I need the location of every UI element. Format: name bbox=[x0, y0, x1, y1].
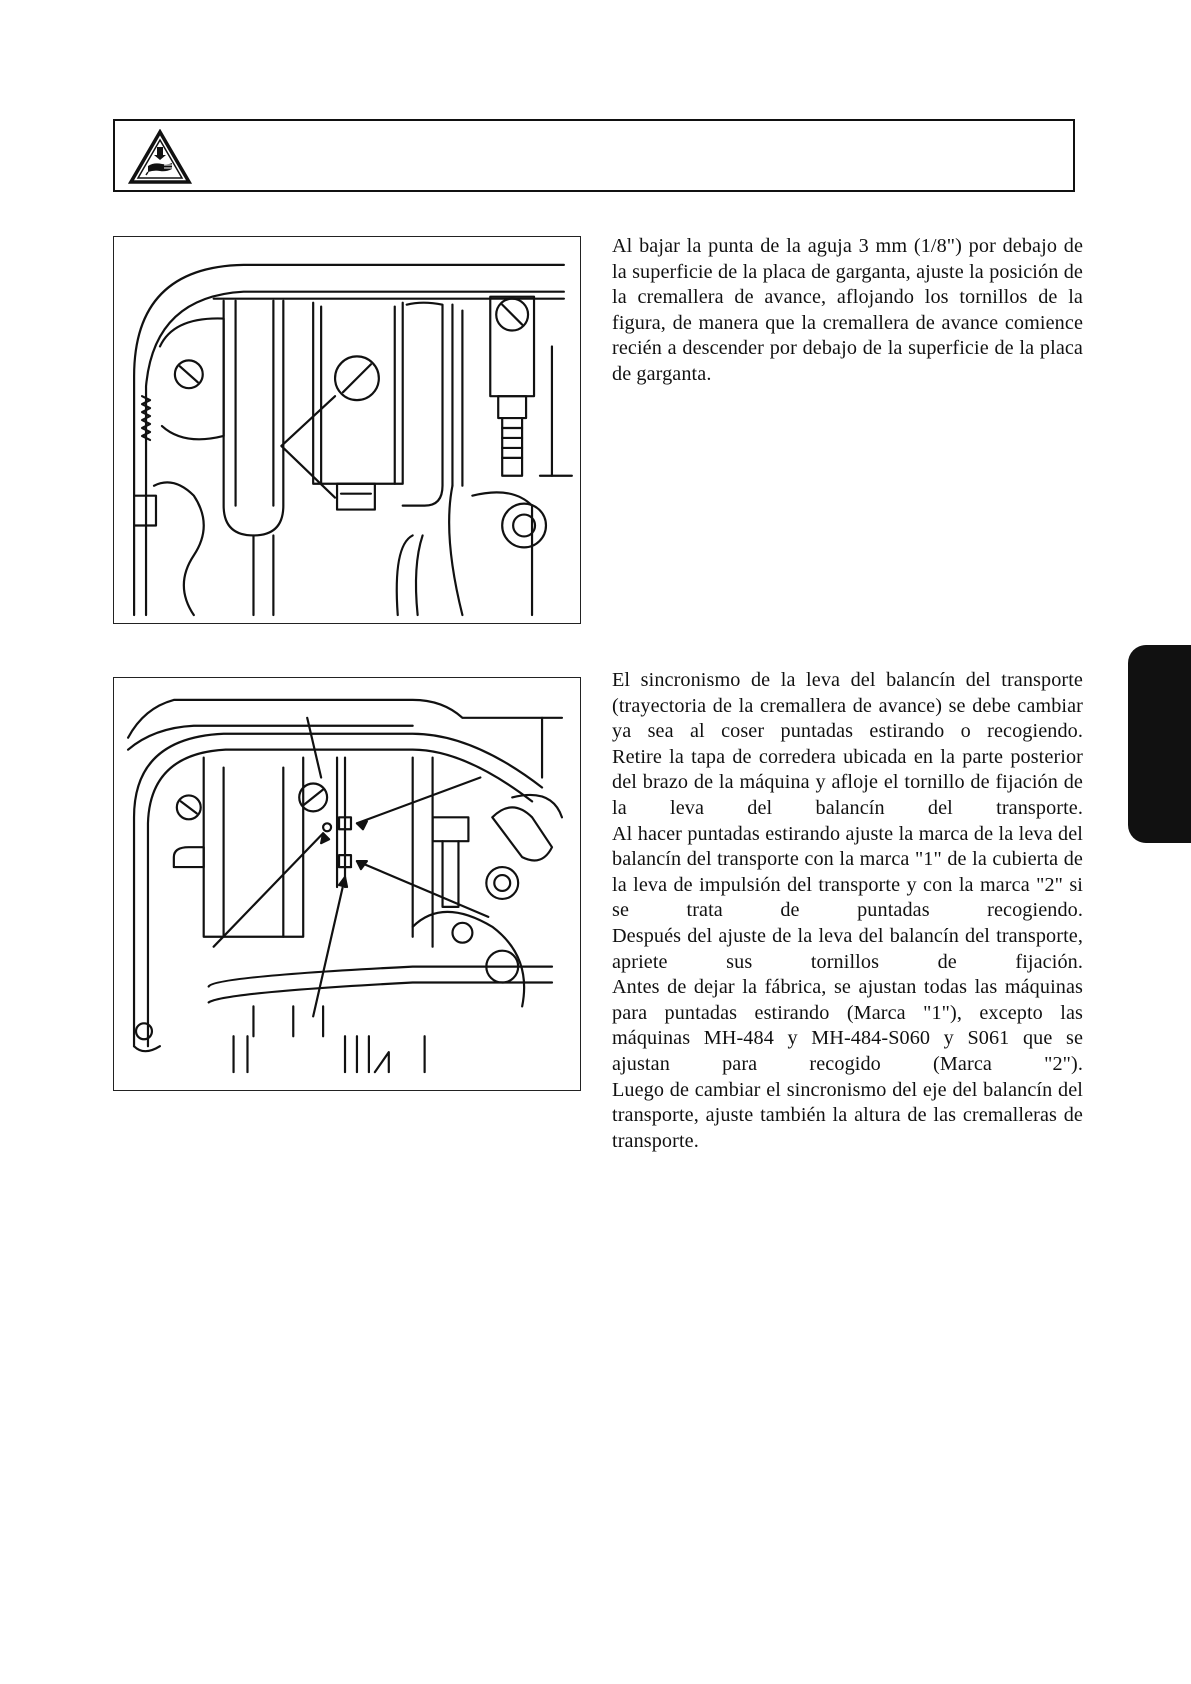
paragraph: Al hacer puntadas estirando ajuste la marca de la leva del balancín del transporte con la marca "1" de la cubierta de la leva de impulsión del transporte y con la marca "2" si se trata de puntadas recogiendo. bbox=[612, 822, 1083, 922]
feed-dog-adjustment-figure bbox=[113, 236, 581, 624]
paragraph: Luego de cambiar el sincronismo del eje del balancín del transporte, ajuste también la altura de las cremalleras de transporte. bbox=[612, 1078, 1083, 1152]
paragraph: Después del ajuste de la leva del balancín del transporte, apriete sus tornillos de fijación. bbox=[612, 924, 1083, 973]
paragraph: Retire la tapa de corredera ubicada en la parte posterior del brazo de la máquina y afloje el tornillo de fijación de la leva del balancín del transporte. bbox=[612, 745, 1083, 819]
feed-rocker-cam-illustration bbox=[114, 678, 580, 1090]
hand-crush-warning-icon bbox=[128, 129, 192, 185]
paragraph: El sincronismo de la leva del balancín del transporte (trayectoria de la cremallera de avance) se debe cambiar ya sea al coser puntadas estirando o recogiendo. bbox=[612, 669, 1083, 743]
feed-dog-instructions bbox=[612, 234, 1083, 388]
feed-dog-adjustment-illustration bbox=[114, 237, 580, 623]
cam-timing-instructions bbox=[612, 668, 1083, 1154]
paragraph: Al bajar la punta de la aguja 3 mm (1/8") por debajo de la superficie de la placa de garganta, ajuste la posición de la cremallera de avance, aflojando los tornillos de la figura, de manera que la cremallera de avance comience recién a descender por debajo de la superficie de la placa de garganta. bbox=[612, 235, 1083, 385]
section-thumb-tab bbox=[1128, 645, 1191, 843]
feed-rocker-cam-figure bbox=[113, 677, 581, 1091]
paragraph: Antes de dejar la fábrica, se ajustan todas las máquinas para puntadas estirando (Marca "1"), excepto las máquinas MH-484 y MH-484-S060 y S061 que se ajustan para recogido (Marca "2"). bbox=[612, 976, 1083, 1075]
warning-box bbox=[113, 119, 1075, 192]
